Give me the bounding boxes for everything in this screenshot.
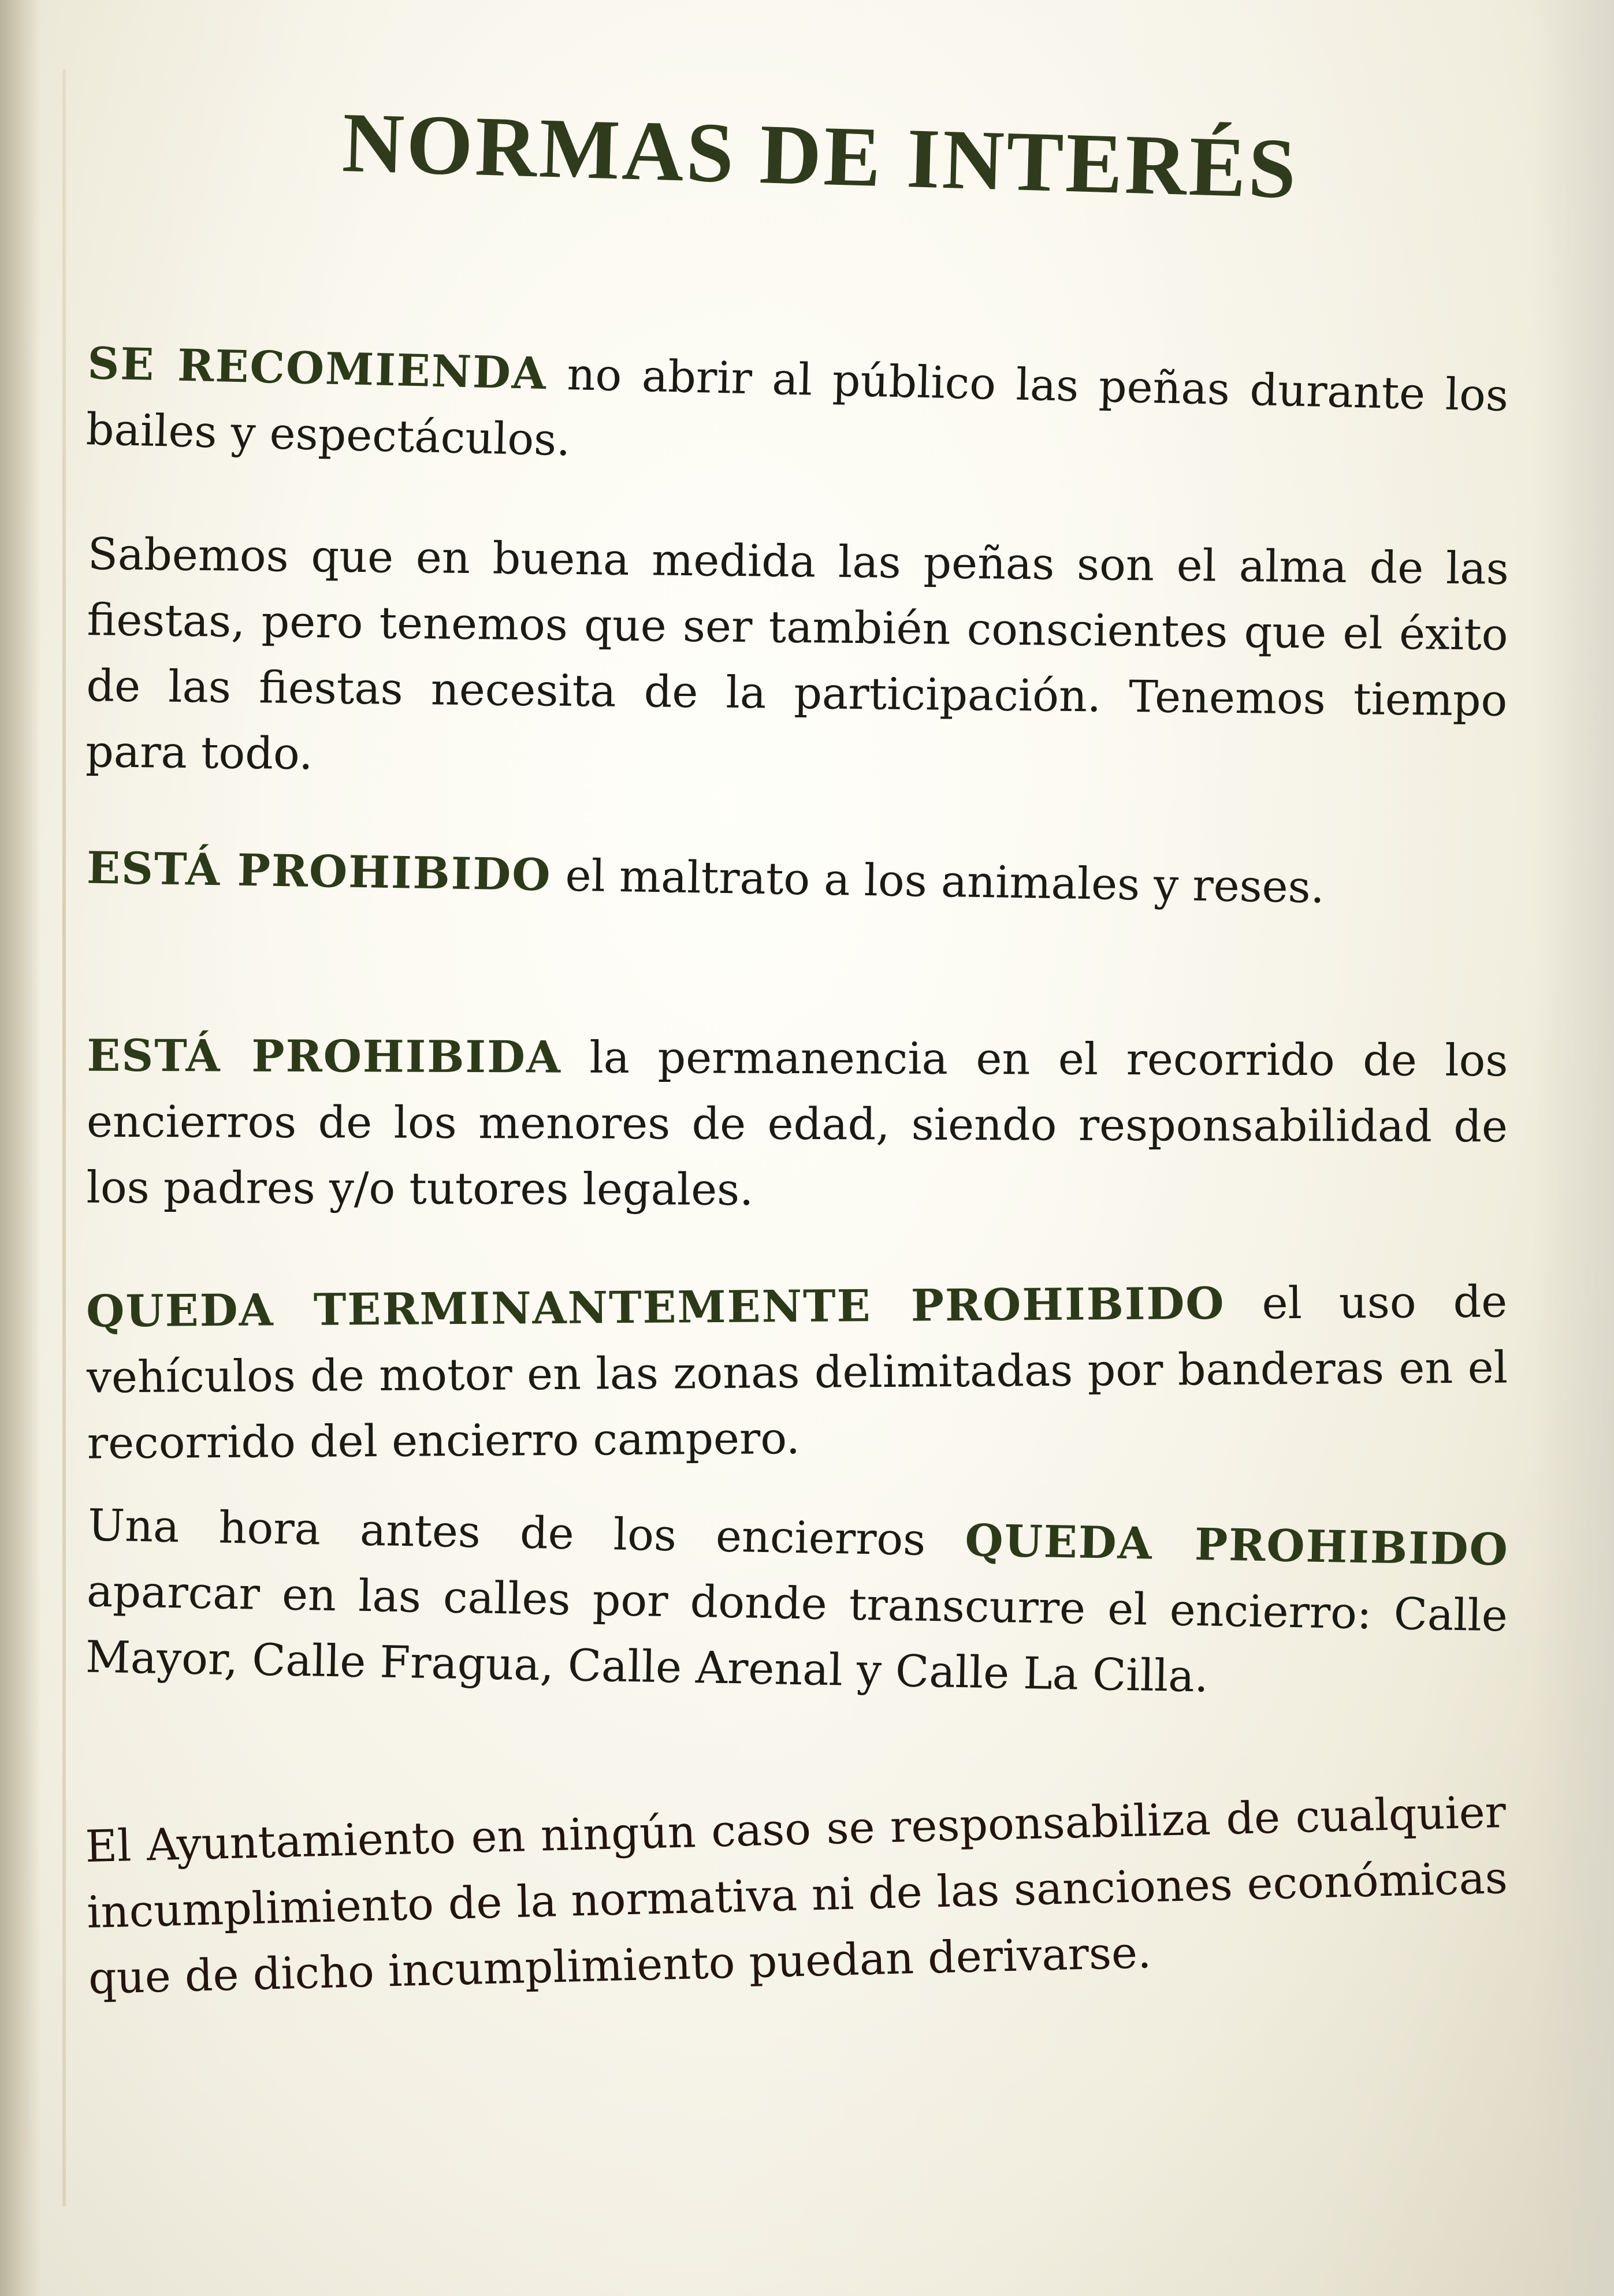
rule-text: el uso de vehículos de motor en las zonas delimitadas por banderas en el recorrido del encierro campero. [86,1275,1508,1469]
rule-keyword: QUEDA TERMINANTEMENTE PROHIBIDO [85,1277,1225,1337]
rule-keyword: SE RECOMIENDA [87,337,548,400]
rule-text: el maltrato a los animales y reses. [551,849,1325,913]
rule-text: aparcar en las calles por donde transcurre el encierro: Calle Mayor, Calle Fragua, Calle Arenal y Calle La Cilla. [85,1565,1508,1702]
rule-keyword: ESTÁ PROHIBIDA [87,1029,562,1083]
rule-paragraph-menores [86,1023,1508,1226]
rule-keyword: ESTÁ PROHIBIDO [86,842,552,901]
rule-paragraph-participacion [85,521,1509,799]
rule-paragraph-vehiculos [86,1268,1508,1476]
page-edge-shadow [1533,0,1614,2296]
page-spine-shadow [0,0,40,2296]
rule-text: la permanencia en el recorrido de los encierros de los menores de edad, siendo responsabilidad de los padres y/o tutores legales. [86,1031,1508,1215]
rule-paragraph-maltrato [86,835,1508,924]
rule-text: no abrir al público las peñas durante los bailes y espectáculos. [85,348,1509,466]
rule-keyword: QUEDA PROHIBIDO [964,1514,1509,1576]
rule-text-before: Una hora antes de los encierros [87,1499,966,1566]
rule-paragraph-aparcar [85,1493,1509,1715]
rule-text: Sabemos que en buena medida las peñas son el alma de las fiestas, pero tenemos que ser también conscientes que el éxito de las fiestas necesita de la participación. Tenemos tiempo para todo. [85,528,1509,780]
page-title: NORMAS DE INTERÉS [341,95,1300,217]
rule-text: El Ayuntamiento en ningún caso se responsabiliza de cualquier incumplimiento de la normativa ni de las sanciones económicas que de dicho incumplimiento puedan derivarse. [84,1785,1508,2004]
rule-paragraph-recomienda [85,330,1509,494]
page-fold-line [62,69,66,2206]
rule-paragraph-ayuntamiento [84,1779,1510,2011]
